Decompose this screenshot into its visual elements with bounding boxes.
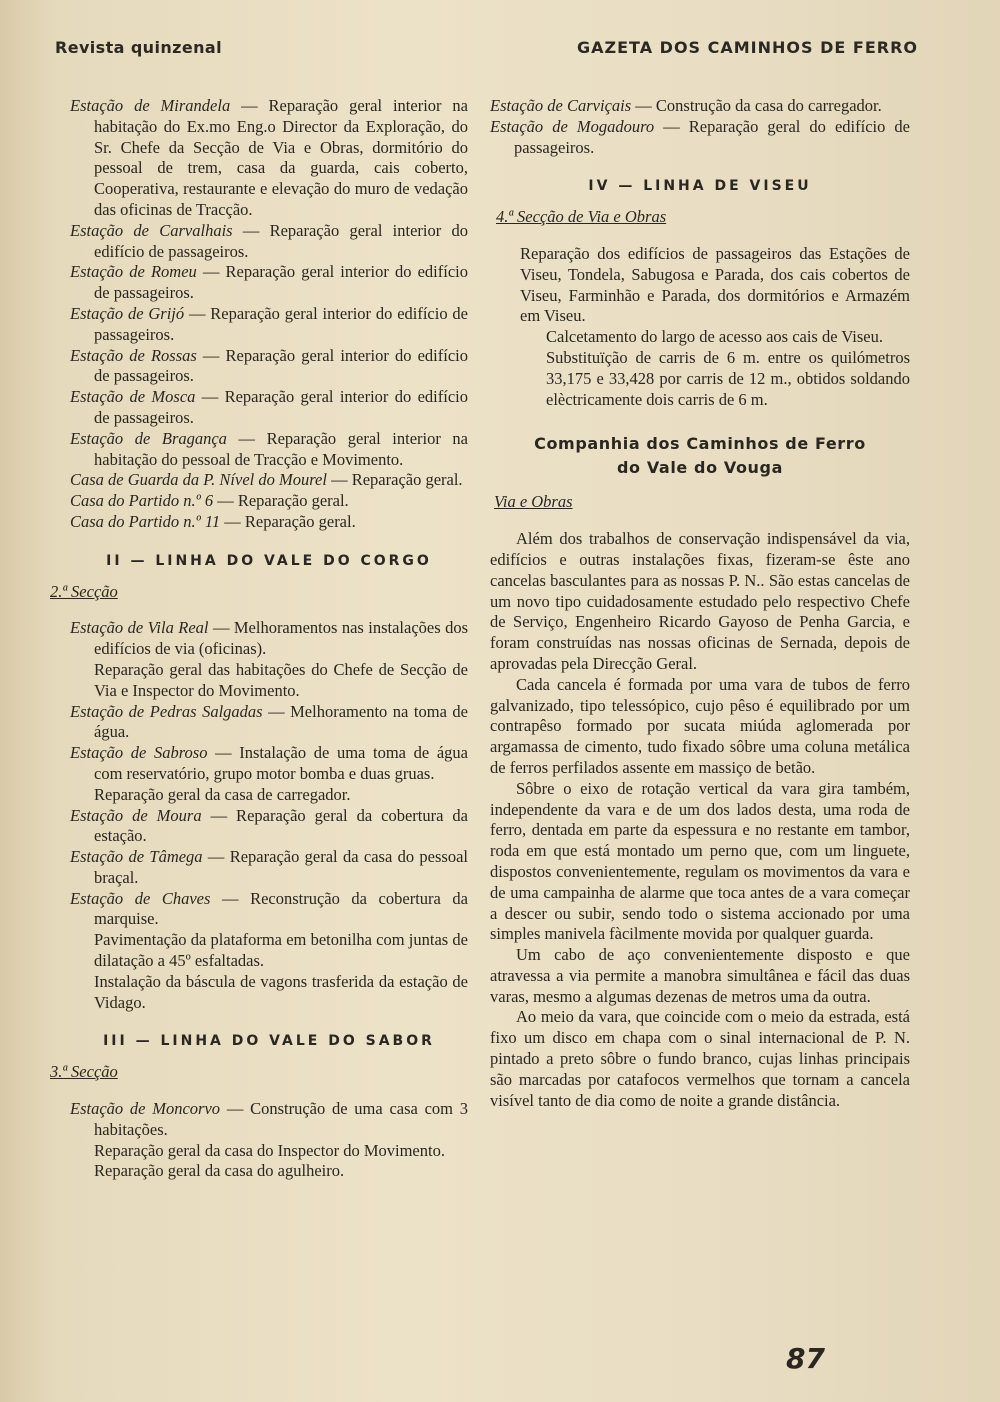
line-heading-viseu: IV — LINHA DE VISEU [588, 178, 812, 195]
station-entry [70, 618, 468, 660]
station-work-description: — Reparação geral interior do edifício de passageiros. [94, 345, 468, 386]
article-body [490, 529, 910, 1111]
station-work-description: — Reparação geral interior do edifício de passageiros. [94, 262, 468, 303]
station-entry [70, 512, 468, 533]
station-sub-item: Instalação da báscula de vagons trasferida da estação de Vidago. [94, 971, 468, 1012]
station-work-description: — Instalação de uma toma de água com reservatório, grupo motor bomba e duas gruas. [94, 743, 468, 783]
station-name: Estação de Mogadouro [490, 116, 655, 136]
body-paragraph: Cada cancela é formada por uma vara de tubos de ferro galvanizado, tipo telessópico, cujo pêso é equilibrado por um contrapêso formado por sucata miúda aglomerada por argamassa de cimento, tudo fixado sôbre uma coluna metálica de ferros perfilados assente em massiço de betão. [490, 674, 910, 777]
body-paragraph: Ao meio da vara, que coincide com o meio da estrada, está fixo um disco em chapa com o sinal internacional de P. N. pintado a preto sôbre o fundo branco, cujas linhas principais são marcadas por catafocos vermelhos que tornam a cancela visível tanto de dia como de noite a grande distância. [490, 1007, 910, 1110]
station-name: Estação de Sabroso [70, 743, 208, 763]
section-heading-4: 4.ª Secção de Via e Obras [496, 207, 667, 227]
entries-group-1 [70, 96, 468, 533]
station-entry [70, 262, 468, 304]
station-name: Casa do Partido n.º 11 [70, 511, 221, 531]
station-work-description: — Reparação geral interior do edifício de passageiros. [94, 220, 468, 261]
station-name: Estação de Romeu [70, 262, 197, 282]
station-name: Estação de Carviçais [490, 96, 632, 115]
station-sub-item: Reparação geral da casa de carregador. [94, 784, 351, 804]
station-sub-item: Pavimentação da plataforma em betonilha com juntas de dilatação a 45º esfaltadas. [94, 930, 468, 971]
station-name: Estação de Grijó [70, 303, 185, 323]
section-heading-2: 2.ª Secção [50, 581, 118, 601]
body-paragraph: Sôbre o eixo de rotação vertical da vara gira também, independente da vara e de um dos lados desta, uma roda de ferro, dentada em parte da espessura e no restante em tambor, roda em que está montado um perno que, com um linguete, dispostos convenientemente, regulam os movimentos da vara e de uma campainha de alarme que toca antes de a vara começar a descer ou subir, sendo todo o sistema accionado por uma simples manivela fàcilmente movida por qualquer guarda. [490, 778, 910, 944]
station-work-description: — Construção da casa do carregador. [631, 96, 882, 115]
station-entry [70, 387, 468, 429]
body-paragraph: Um cabo de aço convenientemente disposto e que atravessa a via permite a manobra simultânea e fácil das duas varas, mesmo a algumas dezenas de metros uma da outra. [490, 945, 910, 1006]
station-name: Estação de Bragança [70, 428, 227, 448]
station-sub-item: Reparação geral da casa do Inspector do Movimento. [94, 1140, 445, 1160]
station-entry [70, 1099, 468, 1141]
station-work-description: — Construção de uma casa com 3 habitações. [94, 1099, 469, 1139]
station-name: Estação de Rossas [70, 345, 197, 365]
station-work-description: — Reconstrução da cobertura da marquise. [94, 888, 468, 929]
station-name: Estação de Mosca [70, 387, 196, 407]
station-entry [70, 806, 468, 848]
viseu-sub-item: Substituïção de carris de 6 m. entre os quilómetros 33,175 e 33,428 por carris de 12 m., obtidos soldando elèctricamente dois carris de 6 m. [546, 347, 910, 409]
entries-group-3 [70, 1099, 468, 1182]
station-entry [490, 117, 910, 159]
station-entry [70, 304, 468, 346]
section-heading-3: 3.ª Secção [50, 1062, 118, 1082]
station-work-description: — Melhoramentos nas instalações dos edifícios de via (oficinas). [94, 618, 468, 659]
station-name: Estação de Vila Real [70, 618, 209, 638]
left-column [50, 96, 469, 1182]
station-entry [70, 96, 468, 221]
station-work-description: — Reparação geral. [326, 470, 463, 490]
station-entry [490, 96, 910, 117]
station-work-description: — Reparação geral. [213, 491, 349, 511]
line-heading-vale-do-corgo: II — LINHA DO VALE DO CORGO [106, 552, 432, 569]
station-name: Estação de Moura [70, 805, 202, 825]
station-entry [70, 702, 468, 744]
station-name: Casa do Partido n.º 6 [70, 491, 214, 511]
page-number: 87 [786, 1342, 825, 1375]
station-entry [70, 221, 468, 263]
company-heading-line-2: do Vale do Vouga [617, 458, 783, 478]
via-obras-heading: Via e Obras [494, 492, 573, 512]
station-entry [70, 346, 468, 388]
station-name: Estação de Carvalhais [70, 220, 233, 240]
viseu-sub-items [490, 327, 910, 410]
running-head-left: Revista quinzenal [55, 38, 222, 57]
entries-group-right-top [490, 96, 910, 158]
line-heading-vale-do-sabor: III — LINHA DO VALE DO SABOR [103, 1033, 435, 1050]
station-work-description: — Reparação geral interior do edifício de passageiros. [94, 387, 468, 427]
right-column [490, 96, 910, 1111]
station-work-description: — Reparação geral do edifício de passageiros. [514, 116, 910, 157]
station-sub-item: Reparação geral das habitações do Chefe de Secção de Via e Inspector do Movimento. [94, 659, 468, 700]
station-entry [70, 889, 468, 931]
company-heading-line-1: Companhia dos Caminhos de Ferro [534, 434, 866, 454]
station-name: Estação de Mirandela [70, 96, 231, 115]
station-entry [70, 491, 468, 512]
company-heading [490, 432, 910, 480]
station-name: Estação de Pedras Salgadas [70, 701, 263, 721]
station-sub-item: Reparação geral da casa do agulheiro. [94, 1161, 345, 1181]
station-work-description: — Reparação geral da casa do pessoal braçal. [94, 847, 468, 887]
station-entry [70, 847, 468, 889]
running-head-right: GAZETA DOS CAMINHOS DE FERRO [576, 38, 918, 57]
station-entry [70, 743, 468, 785]
viseu-text: Reparação dos edifícios de passageiros das Estações de Viseu, Tondela, Sabugosa e Parada, dos cais cobertos de Viseu, Farminhão e Parada, dos dormitórios e Armazém em Viseu. [520, 243, 910, 326]
station-work-description: — Reparação geral. [220, 511, 356, 531]
body-paragraph: Além dos trabalhos de conservação indispensável da via, edifícios e outras instalações fixas, fizeram-se êste ano cancelas basculantes para as nossas P. N.. São estas cancelas de um novo tipo cuidadosamente estudado pelo respectivo Chefe de Serviço, Engenheiro Ricardo Gayoso de Penha Garcia, e foram construídas nas nossas oficinas de Sernada, depois de aprovadas pela Direcção Geral. [490, 529, 910, 673]
station-work-description: — Melhoramento na toma de água. [94, 701, 469, 742]
station-name: Estação de Tâmega [70, 847, 203, 867]
station-name: Casa de Guarda da P. Nível do Mourel [70, 470, 327, 490]
viseu-sub-item: Calcetamento do largo de acesso aos cais de Viseu. [546, 327, 884, 347]
station-work-description: — Reparação geral da cobertura da estação. [94, 805, 468, 846]
station-name: Estação de Moncorvo [70, 1099, 221, 1119]
station-work-description: — Reparação geral interior na habitação do pessoal de Tracção e Movimento. [94, 428, 468, 469]
station-entry [70, 429, 468, 471]
station-name: Estação de Chaves [70, 888, 211, 908]
entries-group-2 [70, 618, 468, 1013]
station-entry [70, 470, 468, 491]
station-work-description: — Reparação geral interior do edifício de passageiros. [94, 303, 468, 344]
station-work-description: — Reparação geral interior na habitação do Ex.mo Eng.o Director da Exploração, do Sr. Chefe da Secção de Via e Obras, dormitório do pessoal de trem, casa da guarda, cais coberto, Cooperativa, restaurante e elevação do muro de vedação das oficinas de Tracção. [94, 96, 469, 219]
